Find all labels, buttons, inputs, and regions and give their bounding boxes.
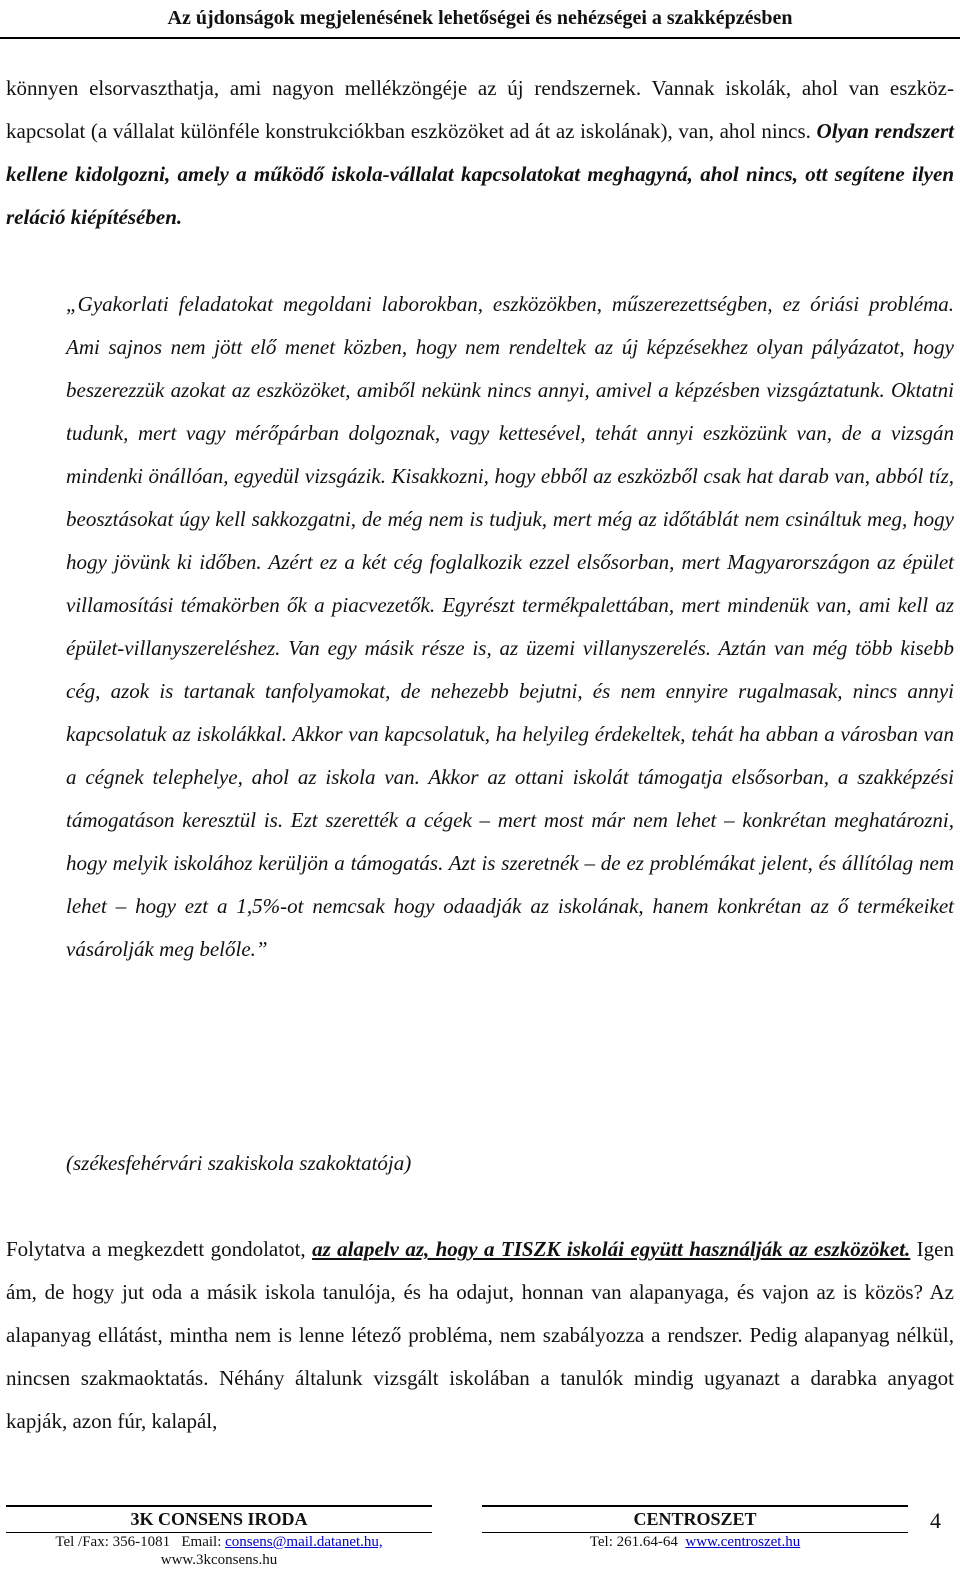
paragraph-2-rest: Igen ám, de hogy jut oda a másik iskola tanulója, és ha odajut, honnan van alapanyaga, és vajon az is közös? Az alapanyag ellátást, mintha nem is lenne létező probléma, nem szabályozza a rendszer. Pedig alapanyag nélkül, nincsen szakmaoktatás. Néhány általunk vizsgált iskolában a tanulók mindig ugyanazt a darabka anyagot kapják, azon fúr, kalapál, [6, 1237, 954, 1433]
paragraph-2-start: Folytatva a megkezdett gondolatot, [6, 1237, 313, 1261]
footer-right-tel: Tel: 261.64-64 [589, 1534, 678, 1550]
interview-quote: „Gyakorlati feladatokat megoldani laborokban, eszközökben, műszerezettségben, ez óriási probléma. Ami sajnos nem jött elő menet közben, hogy nem rendeltek az új képzésekhez olyan pályázatot, hogy beszerezzük azokat az eszközöket, amiből nekünk nincs annyi, amivel a képzésben vizsgáztatunk. Oktatni tudunk, mert vagy mérőpárban dolgoznak, vagy kettesével, tehát annyi eszközünk van, de a vizsgán mindenki önállóan, egyedül vizsgázik. Kisakkozni, hogy ebből az eszközből csak hat darab van, abból tíz, beosztásokat úgy kell sakkozgatni, de még nem is tudjuk, mert még az időtáblát nem csináltuk meg, hogy hogy jövünk ki időben. Azért ez a két cég foglalkozik ezzel elsősorban, mert Magyarországon az épület villamosítási témakörben ők a piacvezetők. Egyrészt termékpalettában, mert mindenük van, ami kell az épület-villanyszereléshez. Van egy másik része is, az üzemi villanyszerelés. Aztán van még több kisebb cég, azok is tartanak tanfolyamokat, de nehezebb bejutni, és nem ennyire rugalmasak, nincs annyi kapcsolatuk az iskolákkal. Akkor van kapcsolatuk, ha helyileg érdekeltek, tehát ha abban a városban van a cégnek telephelye, ahol az iskola van. Akkor az ottani iskolát támogatja elsősorban, a szakképzési támogatáson keresztül is. Ezt szerették a cégek – mert most már nem lehet – konkrétan meghatározni, hogy melyik iskolához kerüljön a támogatás. Azt is szeretnék – de ez problémákat jelent, és állítólag nem lehet – hogy ezt a 1,5%-ot nemcsak hogy odaadják az iskolának, hanem konkrétan az ő termékeiket vásárolják meg belőle.” [66, 292, 954, 961]
paragraph-1-emphasis: Olyan rendszert kellene kidolgozni, amely a működő iskola-vállalat kapcsolatokat meghagyná, ahol nincs, ott segítene ilyen reláció kiépítésében. [6, 119, 954, 229]
footer-left-name: 3K CONSENS IRODA [6, 1507, 432, 1533]
running-header: Az újdonságok megjelenésének lehetőségei és nehézségei a szakképzésben [167, 7, 793, 29]
footer-left-email-label: Email: [181, 1534, 222, 1550]
footer-right-web-link[interactable]: www.centroszet.hu [685, 1534, 801, 1550]
page-number: 4 [930, 1508, 941, 1533]
paragraph-1-text: könnyen elsorvaszthatja, ami nagyon mellékzöngéje az új rendszernek. Vannak iskolák, ahol van eszköz-kapcsolat (a vállalat különféle konstrukciókban eszközöket ad át az iskolának), van, ahol nincs. [6, 76, 954, 143]
footer-left-contact [6, 1533, 432, 1551]
paragraph-2 [6, 1228, 954, 1443]
footer-right-contact [482, 1533, 908, 1551]
quote-source: (székesfehérvári szakiskola szakoktatója) [66, 1151, 412, 1175]
footer-left-block [6, 1505, 432, 1589]
footer-left-email-link[interactable]: consens@mail.datanet.hu, [225, 1534, 383, 1550]
footer-right-block [482, 1505, 908, 1589]
paragraph-2-emphasis: az alapelv az, hogy a TISZK iskolái együtt használják az eszközöket. [312, 1237, 911, 1261]
footer-left-web: www.3kconsens.hu [160, 1552, 278, 1568]
paragraph-1 [6, 67, 954, 239]
footer-right-name: CENTROSZET [482, 1507, 908, 1533]
header-divider [0, 37, 960, 39]
footer-left-tel: Tel /Fax: 356-1081 [55, 1534, 171, 1550]
footer-left-web-line [6, 1551, 432, 1569]
